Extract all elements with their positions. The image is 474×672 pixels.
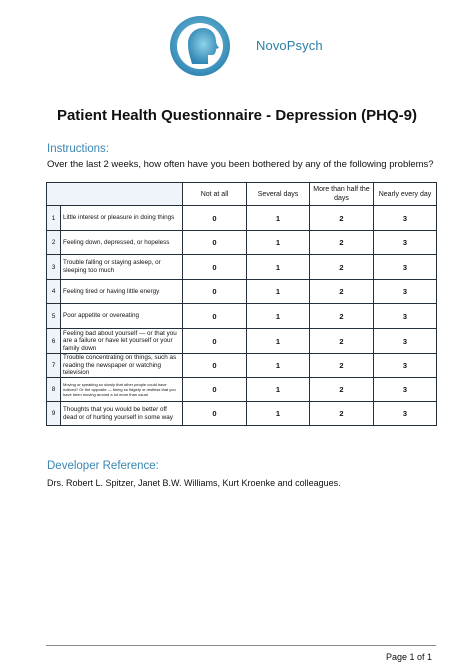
brand-name: NovoPsych <box>256 38 323 53</box>
column-header: Not at all <box>183 183 247 206</box>
table-row <box>47 329 437 354</box>
question-number: 4 <box>47 280 61 304</box>
score-option[interactable]: 3 <box>374 402 437 426</box>
score-option[interactable]: 0 <box>183 304 247 329</box>
instructions-text: Over the last 2 weeks, how often have you been bothered by any of the following problems? <box>47 159 434 170</box>
score-option[interactable]: 3 <box>374 231 437 255</box>
question-text: Feeling tired or having little energy <box>61 280 183 304</box>
brand-logo <box>168 14 388 80</box>
score-option[interactable]: 2 <box>310 402 374 426</box>
score-option[interactable]: 0 <box>183 206 247 231</box>
question-number: 6 <box>47 329 61 354</box>
question-number: 7 <box>47 354 61 378</box>
question-text: Feeling bad about yourself — or that you are a failure or have let yourself or your family down <box>61 329 183 354</box>
score-option[interactable]: 1 <box>247 329 310 354</box>
score-option[interactable]: 2 <box>310 354 374 378</box>
score-option[interactable]: 1 <box>247 255 310 280</box>
score-option[interactable]: 3 <box>374 206 437 231</box>
table-row <box>47 231 437 255</box>
question-number: 8 <box>47 378 61 402</box>
page-number: Page 1 of 1 <box>385 652 432 662</box>
question-number: 1 <box>47 206 61 231</box>
phq9-table <box>46 182 437 426</box>
footer-divider <box>46 645 436 646</box>
question-text: Poor appetite or overeating <box>61 304 183 329</box>
score-option[interactable]: 1 <box>247 280 310 304</box>
question-text: Trouble falling or staying asleep, or sleeping too much <box>61 255 183 280</box>
column-header: Nearly every day <box>374 183 437 206</box>
score-option[interactable]: 1 <box>247 304 310 329</box>
score-option[interactable]: 3 <box>374 304 437 329</box>
table-header-blank <box>47 183 183 206</box>
score-option[interactable]: 0 <box>183 354 247 378</box>
question-number: 9 <box>47 402 61 426</box>
question-text: Trouble concentrating on things, such as reading the newspaper or watching television <box>61 354 183 378</box>
instructions-heading: Instructions: <box>47 143 109 155</box>
score-option[interactable]: 1 <box>247 378 310 402</box>
score-option[interactable]: 2 <box>310 304 374 329</box>
score-option[interactable]: 0 <box>183 255 247 280</box>
score-option[interactable]: 0 <box>183 231 247 255</box>
score-option[interactable]: 1 <box>247 354 310 378</box>
developer-heading: Developer Reference: <box>47 460 159 472</box>
table-row <box>47 402 437 426</box>
score-option[interactable]: 0 <box>183 329 247 354</box>
question-number: 5 <box>47 304 61 329</box>
page-title: Patient Health Questionnaire - Depression (PHQ-9) <box>56 107 418 124</box>
column-header: More than half the days <box>310 183 374 206</box>
table-header-row <box>47 183 437 206</box>
developer-text: Drs. Robert L. Spitzer, Janet B.W. Williams, Kurt Kroenke and colleagues. <box>47 478 341 488</box>
score-option[interactable]: 3 <box>374 354 437 378</box>
table-row <box>47 255 437 280</box>
score-option[interactable]: 2 <box>310 378 374 402</box>
score-option[interactable]: 0 <box>183 280 247 304</box>
score-option[interactable]: 2 <box>310 280 374 304</box>
score-option[interactable]: 1 <box>247 231 310 255</box>
question-text: Thoughts that you would be better off dead or of hurting yourself in some way <box>61 402 183 426</box>
question-text: Moving or speaking so slowly that other people could have noticed? Or the opposite — being so fidgety or restless that you have been moving around a lot more than usual <box>61 378 183 402</box>
score-option[interactable]: 2 <box>310 231 374 255</box>
score-option[interactable]: 2 <box>310 206 374 231</box>
table-row <box>47 304 437 329</box>
question-number: 2 <box>47 231 61 255</box>
score-option[interactable]: 1 <box>247 206 310 231</box>
score-option[interactable]: 2 <box>310 329 374 354</box>
column-header: Several days <box>247 183 310 206</box>
score-option[interactable]: 3 <box>374 280 437 304</box>
score-option[interactable]: 0 <box>183 378 247 402</box>
question-number: 3 <box>47 255 61 280</box>
score-option[interactable]: 2 <box>310 255 374 280</box>
table-row <box>47 280 437 304</box>
table-row <box>47 354 437 378</box>
score-option[interactable]: 3 <box>374 255 437 280</box>
table-row <box>47 206 437 231</box>
question-text: Feeling down, depressed, or hopeless <box>61 231 183 255</box>
score-option[interactable]: 1 <box>247 402 310 426</box>
score-option[interactable]: 3 <box>374 329 437 354</box>
score-option[interactable]: 3 <box>374 378 437 402</box>
head-profile-logo-icon <box>168 14 232 78</box>
table-row <box>47 378 437 402</box>
question-text: Little interest or pleasure in doing things <box>61 206 183 231</box>
score-option[interactable]: 0 <box>183 402 247 426</box>
